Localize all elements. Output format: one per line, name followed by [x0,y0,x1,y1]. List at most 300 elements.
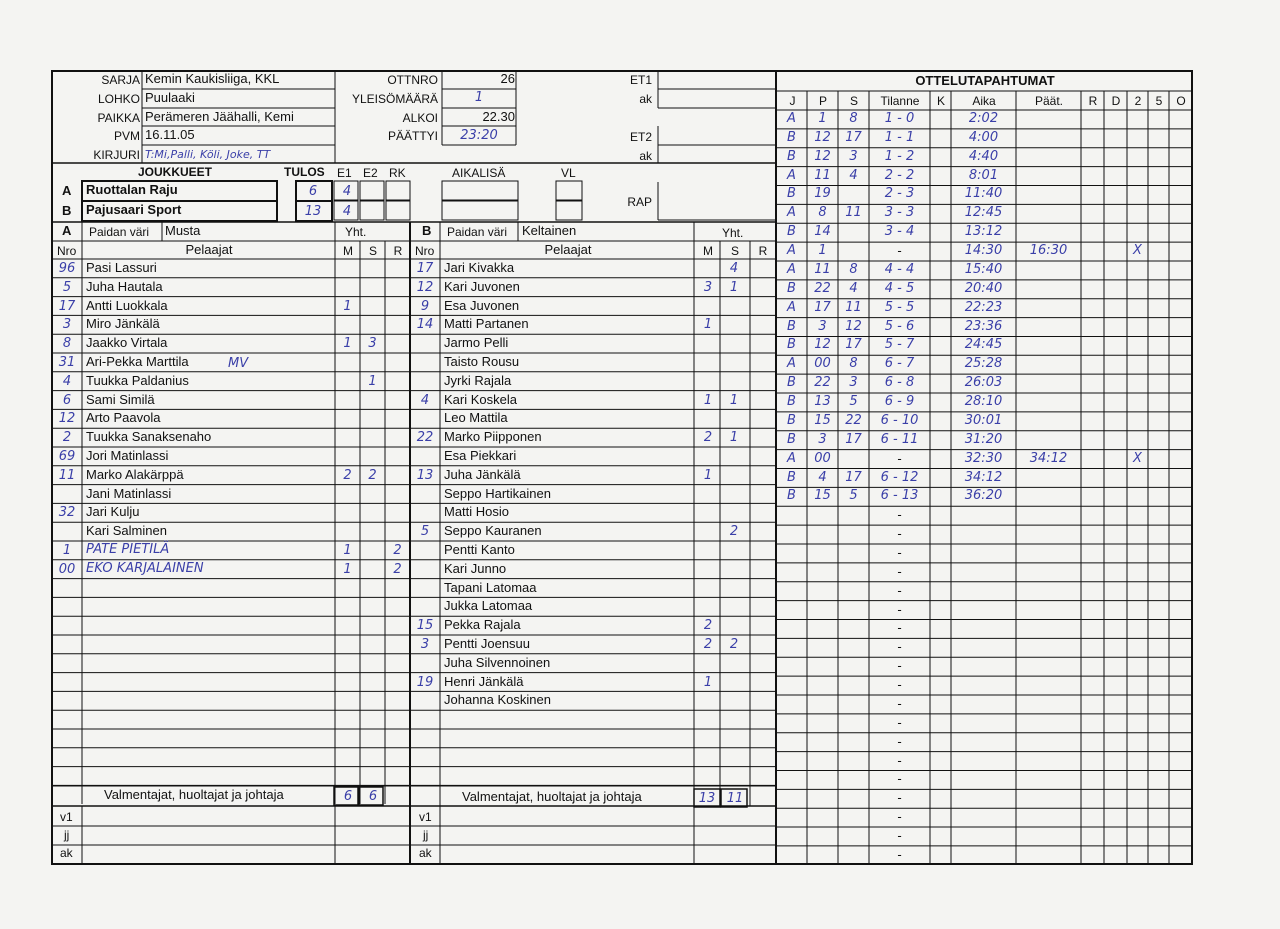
event-score[interactable]: - [897,243,902,259]
event-assist[interactable]: 17 [845,431,862,447]
events-title: OTTELUTAPAHTUMAT [915,73,1055,88]
grid-box [442,201,518,220]
sarja-value[interactable]: Kemin Kaukisliiga, KKL [145,71,280,86]
player-number[interactable]: 5 [62,279,72,295]
lohko-value[interactable]: Puulaaki [145,90,195,105]
event-score[interactable]: 1 - 0 [884,111,915,126]
event-score[interactable]: 2 - 2 [884,167,915,183]
player-note: MV [228,356,249,371]
event-time[interactable]: 15:40 [964,261,1003,277]
player-penalties[interactable]: 2 [393,561,402,577]
event-scorer[interactable]: 14 [814,224,831,240]
roster-b-staff-s[interactable]: 11 [726,791,744,806]
event-assist[interactable]: 8 [849,356,858,372]
event-scorer[interactable]: 13 [814,394,831,410]
roster-b-staff-label: Valmentajat, huoltajat ja johtaja [462,789,642,804]
lohko-label: LOHKO [97,92,140,106]
event-scorer[interactable]: 15 [814,488,831,504]
player-goals[interactable]: 1 [703,467,713,483]
player-number[interactable]: 14 [416,317,434,333]
player-name[interactable]: Kari Juvonen [444,278,520,294]
roster-a-jj: jj [64,828,70,842]
player-assists[interactable]: 2 [729,524,739,540]
event-score[interactable]: 6 - 7 [884,356,915,372]
roster-b-nro-header: Nro [415,244,435,258]
event-score[interactable]: - [897,639,902,655]
event-score[interactable]: - [897,733,902,749]
event-score[interactable]: 6 - 12 [880,469,919,485]
player-number[interactable]: 3 [62,317,72,333]
event-scorer[interactable]: 1 [818,243,827,259]
event-time[interactable]: 24:45 [964,337,1003,353]
player-assists[interactable]: 2 [729,637,739,652]
player-name[interactable]: Jyrki Rajala [444,372,512,388]
roster-a-v1: v1 [60,810,73,824]
player-name[interactable]: Kari Salminen [86,523,167,539]
player-name[interactable]: Marko Alakärppä [86,466,184,482]
roster-a-color[interactable]: Musta [165,223,201,238]
event-time[interactable]: 11:40 [964,186,1003,202]
event-scorer[interactable]: 22 [814,280,831,296]
player-name[interactable]: Sami Similä [86,391,155,407]
event-team[interactable]: A [787,356,796,372]
event-end-time[interactable]: 34:12 [1029,450,1068,466]
event-mark[interactable]: X [1133,450,1142,466]
event-team[interactable]: A [787,111,796,126]
e2-label: E2 [363,166,378,180]
roster-a-staff-label: Valmentajat, huoltajat ja johtaja [104,787,284,802]
player-goals[interactable]: 2 [703,430,713,446]
event-score[interactable]: - [897,846,902,862]
grid-box [556,181,582,200]
event-team[interactable]: B [787,129,796,145]
player-name[interactable]: Jukka Latomaa [444,598,533,614]
player-number[interactable]: 17 [58,298,76,314]
ottnro-label: OTTNRO [387,73,438,87]
event-assist[interactable]: 8 [849,111,858,126]
alkoi-label: ALKOI [402,111,438,125]
roster-b-ak: ak [419,846,432,860]
events-col-aika: Aika [972,94,996,108]
player-name[interactable]: Pasi Lassuri [86,260,157,275]
roster-b-yht: Yht. [722,226,744,240]
event-team[interactable]: B [787,431,796,447]
roster-a-staff-m[interactable]: 6 [343,789,353,804]
event-score[interactable]: - [897,526,902,542]
player-number[interactable]: 15 [416,618,434,634]
events-col-5: 5 [1155,94,1163,108]
player-number[interactable]: 3 [420,637,430,652]
event-score[interactable]: - [897,809,902,825]
event-score[interactable]: - [897,601,902,617]
roster-a-players-header: Pelaajat [185,242,233,257]
event-scorer[interactable]: 3 [818,318,827,334]
player-name[interactable]: Kari Koskela [444,391,517,407]
event-assist[interactable]: 5 [849,488,858,504]
rk-label: RK [389,166,406,180]
events-col-d: D [1111,94,1121,108]
player-name[interactable]: Pentti Joensuu [444,636,531,651]
grid-box [360,201,384,220]
et1-label: ET1 [629,73,652,87]
event-scorer[interactable]: 22 [814,375,831,391]
grid-box [52,71,1192,864]
event-score[interactable]: - [897,714,902,730]
player-name[interactable]: Tuukka Paldanius [86,372,189,388]
player-number[interactable]: 6 [62,392,72,408]
player-assists[interactable]: 1 [729,279,739,295]
roster-b-staff-m[interactable]: 13 [698,791,716,806]
player-number[interactable]: 8 [62,336,72,352]
event-scorer[interactable]: 00 [814,356,831,372]
event-assist[interactable]: 3 [849,375,858,391]
event-score[interactable]: - [897,771,902,787]
grid-box [386,201,410,220]
event-team[interactable]: B [787,412,796,428]
event-scorer[interactable]: 1 [818,111,827,126]
player-name[interactable]: Esa Piekkari [444,448,517,463]
event-team[interactable]: B [787,186,796,202]
event-time[interactable]: 4:40 [968,148,999,164]
event-score[interactable]: - [897,677,902,693]
player-number[interactable]: 9 [420,298,430,314]
event-team[interactable]: B [787,280,796,296]
paattyi-label: PÄÄTTYI [387,129,438,143]
player-name[interactable]: Jari Kivakka [444,260,515,275]
event-scorer[interactable]: 00 [814,450,831,466]
roster-b-jj: jj [423,828,429,842]
event-team[interactable]: B [787,224,796,240]
event-score[interactable]: - [897,790,902,806]
player-assists[interactable]: 2 [368,467,377,483]
player-number[interactable]: 69 [58,449,76,464]
event-assist[interactable]: 8 [849,261,858,277]
player-name[interactable]: PATE PIETILÄ [86,542,170,557]
event-scorer[interactable]: 11 [814,261,831,277]
event-assist[interactable]: 22 [845,412,862,428]
player-name[interactable]: Kari Junno [444,560,507,576]
player-name[interactable]: Esa Juvonen [444,297,520,313]
rap-label: RAP [627,195,652,209]
player-goals[interactable]: 2 [703,618,713,634]
et1-ak-label: ak [639,92,652,106]
event-scorer[interactable]: 4 [818,469,827,485]
event-time[interactable]: 23:36 [964,318,1003,334]
roster-a-ak: ak [60,846,73,860]
event-time[interactable]: 34:12 [964,469,1003,485]
team-a-name[interactable]: Ruottalan Raju [86,182,178,197]
player-name[interactable]: Juha Silvennoinen [444,654,551,670]
event-time[interactable]: 22:23 [964,299,1003,315]
player-number[interactable]: 96 [58,261,76,276]
event-team[interactable]: A [787,299,796,315]
team-b-e1[interactable]: 4 [342,204,352,219]
event-score[interactable]: 6 - 10 [880,412,919,428]
sarja-label: SARJA [101,73,140,87]
event-scorer[interactable]: 12 [814,129,831,145]
player-name[interactable]: Jari Kulju [86,504,140,520]
player-goals[interactable]: 2 [343,467,352,483]
player-name[interactable]: Pekka Rajala [444,617,521,633]
event-time[interactable]: 36:20 [964,488,1003,504]
event-assist[interactable]: 12 [845,318,862,334]
event-scorer[interactable]: 17 [814,299,831,315]
event-time[interactable]: 14:30 [964,243,1003,259]
player-name[interactable]: Matti Partanen [444,316,529,332]
event-scorer[interactable]: 8 [818,205,827,221]
kirjuri-label: KIRJURI [93,148,140,162]
event-score[interactable]: - [897,752,902,768]
event-score[interactable]: 3 - 4 [884,224,915,240]
roster-b-v1: v1 [419,810,432,824]
event-team[interactable]: B [787,148,796,164]
event-assist[interactable]: 17 [845,469,862,485]
et2-label: ET2 [629,130,652,144]
player-number[interactable]: 17 [416,261,434,276]
player-goals[interactable]: 2 [703,637,713,652]
player-name[interactable]: Tapani Latomaa [444,579,537,595]
event-mark[interactable]: X [1133,243,1142,259]
event-team[interactable]: B [787,469,796,485]
team-b-result[interactable]: 13 [304,204,322,219]
player-name[interactable]: Taisto Rousu [444,354,520,369]
event-scorer[interactable]: 11 [814,167,831,183]
event-team[interactable]: A [787,205,796,221]
event-team[interactable]: B [787,488,796,504]
event-team[interactable]: A [787,243,796,259]
event-assist[interactable]: 3 [849,148,858,164]
player-assists[interactable]: 3 [368,336,377,352]
player-name[interactable]: Tuukka Sanaksenaho [86,429,212,445]
event-time[interactable]: 8:01 [968,167,999,183]
player-goals[interactable]: 1 [343,561,352,577]
event-time[interactable]: 26:03 [964,375,1003,391]
team-a-e1[interactable]: 4 [342,184,352,199]
grid-box [360,181,384,200]
event-assist[interactable]: 17 [845,337,862,353]
paattyi-value[interactable]: 23:20 [460,128,498,143]
roster-b-color[interactable]: Keltainen [522,223,577,238]
roster-b-letter: B [422,223,432,238]
player-number[interactable]: 4 [62,373,72,389]
event-score[interactable]: 3 - 3 [884,205,915,221]
event-team[interactable]: B [787,318,796,334]
teams-label: JOUKKUEET [138,165,213,179]
pvm-label: PVM [113,129,140,143]
player-number[interactable]: 22 [416,430,434,446]
player-goals[interactable]: 1 [703,674,713,690]
event-time[interactable]: 32:30 [964,450,1003,466]
event-team[interactable]: A [787,167,796,183]
player-number[interactable]: 00 [58,561,76,577]
paikka-value[interactable]: Perämeren Jäähalli, Kemi [145,109,294,124]
player-number[interactable]: 13 [416,467,434,483]
event-team[interactable]: B [787,375,796,391]
event-team[interactable]: A [787,450,796,466]
event-time[interactable]: 30:01 [964,412,1003,428]
event-time[interactable]: 2:02 [968,111,999,126]
player-name[interactable]: Jaakko Virtala [86,335,168,351]
player-name[interactable]: Arto Paavola [86,410,161,426]
player-number[interactable]: 32 [58,505,76,521]
events-col-s: S [849,94,858,108]
player-number[interactable]: 31 [58,355,76,370]
team-a-result[interactable]: 6 [308,184,318,199]
paikka-label: PAIKKA [97,111,140,125]
event-score[interactable]: - [897,828,902,844]
player-goals[interactable]: 3 [703,279,713,295]
events-col-r: R [1088,94,1098,108]
roster-a-staff-s[interactable]: 6 [368,789,378,804]
player-number[interactable]: 19 [416,674,434,690]
roster-b-s-header: S [730,244,739,258]
event-score[interactable]: 5 - 5 [884,299,915,315]
roster-b-color-label: Paidan väri [447,225,508,239]
event-time[interactable]: 25:28 [964,356,1003,372]
events-col-j: J [789,94,796,108]
player-name[interactable]: Miro Jänkälä [86,316,160,332]
ottnro-value[interactable]: 26 [500,71,515,86]
event-time[interactable]: 31:20 [964,431,1003,447]
event-score[interactable]: 5 - 7 [884,337,915,353]
player-name[interactable]: Jarmo Pelli [444,335,509,351]
player-number[interactable]: 12 [416,279,434,295]
player-goals[interactable]: 1 [703,392,713,408]
event-assist[interactable]: 4 [849,280,858,296]
roster-a-s-header: S [368,244,377,258]
player-name[interactable]: EKO KARJALAINEN [86,560,204,576]
vl-label: VL [561,166,576,180]
player-goals[interactable]: 1 [703,317,713,333]
event-team[interactable]: B [787,394,796,410]
event-score[interactable]: 2 - 3 [884,186,915,202]
event-time[interactable]: 28:10 [964,394,1003,410]
player-penalties[interactable]: 2 [393,543,402,558]
event-score[interactable]: 4 - 5 [884,280,915,296]
player-goals[interactable]: 1 [343,298,352,314]
event-score[interactable]: - [897,563,902,579]
event-score[interactable]: - [897,658,902,674]
player-name[interactable]: Pentti Kanto [444,542,515,557]
player-name[interactable]: Matti Hosio [444,504,510,520]
event-scorer[interactable]: 19 [814,186,831,202]
team-b-name[interactable]: Pajusaari Sport [86,202,182,217]
tulos-label: TULOS [284,165,325,179]
roster-b-players-header: Pelaajat [544,242,592,257]
player-name[interactable]: Seppo Hartikainen [444,485,551,501]
event-score[interactable]: 6 - 8 [884,375,915,391]
event-score[interactable]: 6 - 13 [880,488,919,504]
event-score[interactable]: 1 - 1 [884,129,915,145]
player-name[interactable]: Ari-Pekka Marttila [86,354,189,369]
player-name[interactable]: Jori Matinlassi [86,448,169,463]
player-assists[interactable]: 1 [729,430,739,446]
yleiso-value[interactable]: 1 [474,90,484,105]
event-assist[interactable]: 11 [845,205,862,221]
player-assists[interactable]: 1 [729,392,739,408]
player-name[interactable]: Marko Piipponen [444,429,542,445]
event-assist[interactable]: 5 [849,394,858,410]
player-name[interactable]: Henri Jänkälä [444,673,524,689]
event-score[interactable]: 6 - 11 [880,431,919,447]
event-assist[interactable]: 17 [845,129,862,145]
player-name[interactable]: Jani Matinlassi [86,485,172,501]
kirjuri-value[interactable]: T:Mi,Palli, Köli, Joke, TT [145,148,271,161]
event-score[interactable]: - [897,507,902,523]
event-score[interactable]: 4 - 4 [884,261,915,277]
player-name[interactable]: Antti Luokkala [86,297,168,313]
player-name[interactable]: Johanna Koskinen [444,692,551,708]
event-scorer[interactable]: 12 [814,337,831,353]
event-team[interactable]: B [787,337,796,353]
event-time[interactable]: 20:40 [964,280,1003,296]
e1-label: E1 [337,166,352,180]
event-score[interactable]: - [897,695,902,711]
player-number[interactable]: 4 [420,392,430,408]
player-number[interactable]: 5 [420,524,430,540]
grid-box [386,181,410,200]
events-col-tilanne: Tilanne [880,94,920,108]
events-col-k: K [936,94,945,108]
event-score[interactable]: - [897,582,902,598]
event-score[interactable]: 6 - 9 [884,394,915,410]
roster-a-m-header: M [343,244,353,258]
event-time[interactable]: 13:12 [964,224,1003,240]
event-score[interactable]: - [897,545,902,560]
aikalisa-label: AIKALISÄ [452,166,506,180]
events-col-2: 2 [1134,94,1142,108]
event-assist[interactable]: 11 [845,299,862,315]
player-number[interactable]: 1 [62,543,72,558]
player-name[interactable]: Juha Jänkälä [444,466,521,482]
player-goals[interactable]: 1 [343,543,352,558]
event-score[interactable]: 5 - 6 [884,318,915,334]
roster-a-r-header: R [393,244,403,258]
player-number[interactable]: 12 [58,411,76,427]
event-scorer[interactable]: 12 [814,148,831,164]
event-end-time[interactable]: 16:30 [1029,243,1068,259]
event-score[interactable]: - [897,450,902,466]
player-number[interactable]: 11 [58,467,76,483]
pvm-value[interactable]: 16.11.05 [145,127,195,142]
event-scorer[interactable]: 3 [818,431,827,447]
events-col-o: O [1176,94,1186,108]
roster-b-m-header: M [703,244,713,258]
player-number[interactable]: 2 [62,430,72,446]
player-name[interactable]: Seppo Kauranen [444,523,542,539]
et2-ak-label: ak [639,149,652,163]
alkoi-value[interactable]: 22.30 [482,109,515,124]
player-goals[interactable]: 1 [343,336,352,352]
team-a-letter: A [62,183,72,198]
event-team[interactable]: A [787,261,796,277]
grid-box [556,201,582,220]
player-name[interactable]: Leo Mattila [444,410,508,426]
event-score[interactable]: 1 - 2 [884,148,915,164]
roster-b-r-header: R [758,244,768,258]
player-assists[interactable]: 1 [368,373,377,389]
event-assist[interactable]: 4 [849,167,858,183]
event-time[interactable]: 4:00 [968,129,999,145]
roster-a-letter: A [62,223,72,238]
event-scorer[interactable]: 15 [814,412,831,428]
events-col-p: P [818,94,827,108]
player-assists[interactable]: 4 [729,261,739,276]
roster-a-color-label: Paidan väri [89,225,150,239]
event-score[interactable]: - [897,620,902,636]
event-time[interactable]: 12:45 [964,205,1003,221]
player-name[interactable]: Juha Hautala [86,278,163,294]
